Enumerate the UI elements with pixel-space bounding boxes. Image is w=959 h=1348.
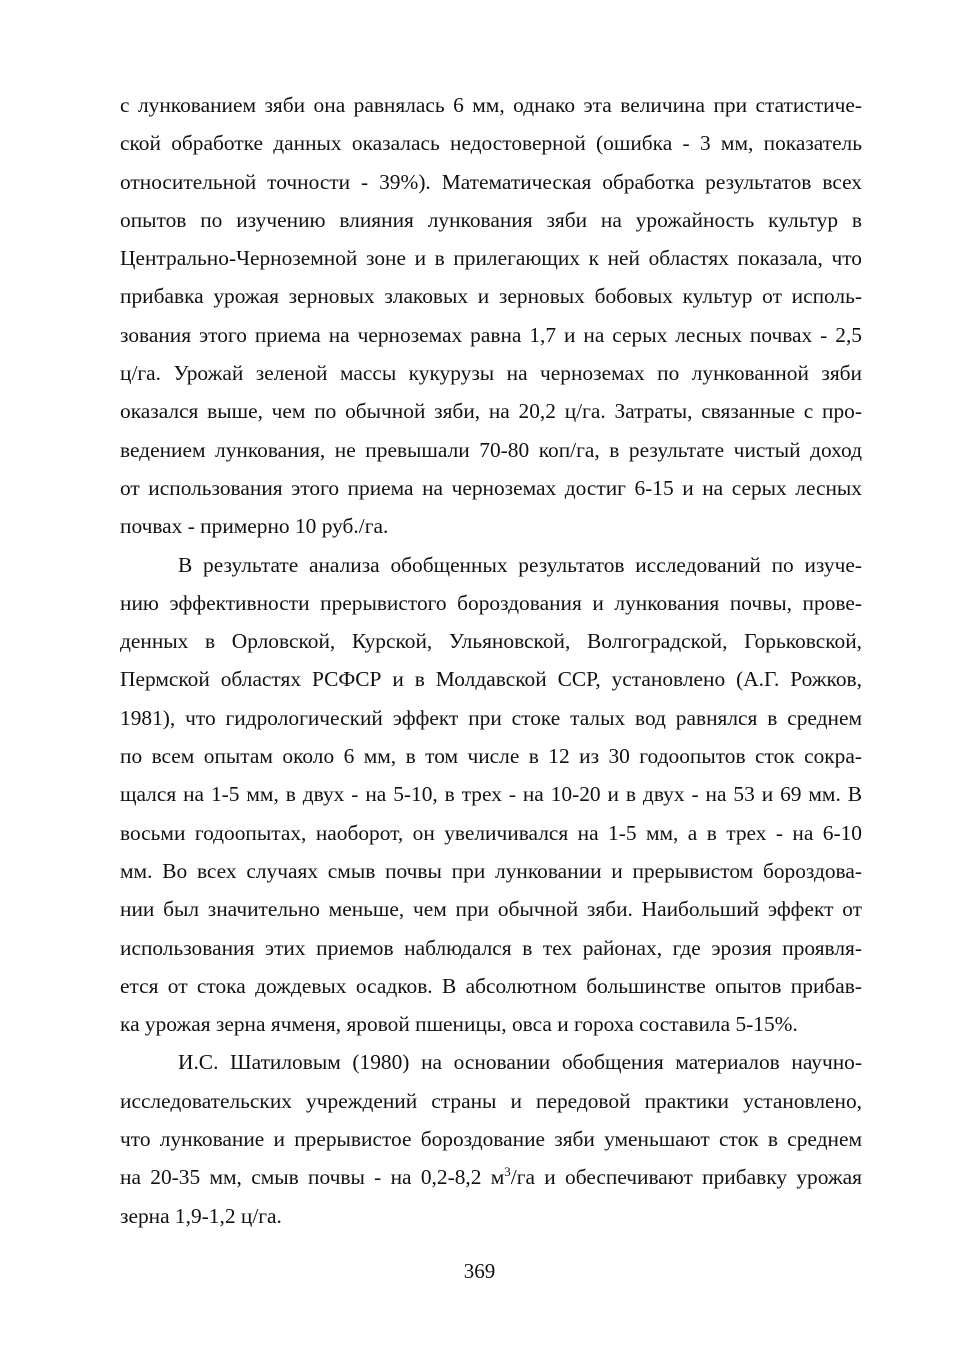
paragraph-3 (120, 1043, 862, 1234)
text-line: ка урожая зерна ячменя, яровой пшеницы, овса и гороха составила 5-15%. (120, 1012, 798, 1037)
text-line: исследовательских учреждений страны и передовой практики установлено, (120, 1088, 862, 1113)
text-line: щался на 1-5 мм, в двух - на 5-10, в трех - на 10-20 и в двух - на 53 и 69 мм. В (120, 782, 862, 807)
text-line: от использования этого приема на черноземах достиг 6-15 и на серых лесных (120, 475, 862, 500)
text-line: мм. Во всех случаях смыв почвы при лунковании и прерывистом бороздова- (120, 858, 862, 883)
text-line: по всем опытам около 6 мм, в том числе в 12 из 30 годоопытов сток сокра- (120, 744, 862, 769)
text-line: 1981), что гидрологический эффект при стоке талых вод равнялся в среднем (120, 705, 862, 730)
paragraph-2 (120, 546, 862, 1044)
document-body (120, 86, 862, 1235)
text-line: нию эффективности прерывистого бороздования и лункования почвы, прове- (120, 590, 862, 615)
text-line: Центрально-Черноземной зоне и в прилегающих к ней областях показала, что (120, 246, 862, 271)
text-line: ется от стока дождевых осадков. В абсолютном большинстве опытов прибав- (120, 973, 862, 998)
text-line: И.С. Шатиловым (1980) на основании обобщения материалов научно- (178, 1050, 862, 1075)
text-line: восьми годоопытах, наоборот, он увеличивался на 1-5 мм, а в трех - на 6-10 (120, 820, 862, 845)
text-line: ц/га. Урожай зеленой массы кукурузы на черноземах по лункованной зяби (120, 361, 862, 386)
text-line: почвах - примерно 10 руб./га. (120, 514, 389, 539)
text-line: опытов по изучению влияния лункования зяби на урожайность культур в (120, 207, 862, 232)
text-line: зерна 1,9-1,2 ц/га. (120, 1203, 282, 1228)
text-line: В результате анализа обобщенных результатов исследований по изуче- (178, 552, 862, 577)
paragraph-1 (120, 86, 862, 546)
text-line: использования этих приемов наблюдался в тех районах, где эрозия проявля- (120, 935, 862, 960)
text-line: относительной точности - 39%). Математическая обработка результатов всех (120, 169, 862, 194)
page-number: 369 (463, 1259, 496, 1283)
text-line-with-superscript (120, 1158, 862, 1196)
text-segment: /га и обеспечивают прибавку урожая (510, 1165, 862, 1190)
text-line: Пермской областях РСФСР и в Молдавской ССР, установлено (А.Г. Рожков, (120, 667, 862, 692)
text-line: с лункованием зяби она равнялась 6 мм, однако эта величина при статистиче- (120, 93, 862, 117)
text-line: ведением лункования, не превышали 70-80 коп/га, в результате чистый доход (120, 437, 862, 462)
text-segment: на 20-35 мм, смыв почвы - на 0,2-8,2 м (120, 1165, 505, 1190)
superscript: 3 (504, 1164, 511, 1180)
text-line: что лункование и прерывистое бороздование зяби уменьшают сток в среднем (120, 1127, 862, 1152)
text-line: ской обработке данных оказалась недостоверной (ошибка - 3 мм, показатель (120, 131, 862, 156)
text-line: нии был значительно меньше, чем при обычной зяби. Наибольший эффект от (120, 897, 862, 922)
text-line: прибавка урожая зерновых злаковых и зерновых бобовых культур от исполь- (120, 284, 862, 309)
text-line: денных в Орловской, Курской, Ульяновской, Волгоградской, Горьковской, (120, 629, 862, 654)
text-line: оказался выше, чем по обычной зяби, на 20,2 ц/га. Затраты, связанные с про- (120, 399, 862, 424)
text-line: зования этого приема на черноземах равна 1,7 и на серых лесных почвах - 2,5 (120, 322, 862, 347)
